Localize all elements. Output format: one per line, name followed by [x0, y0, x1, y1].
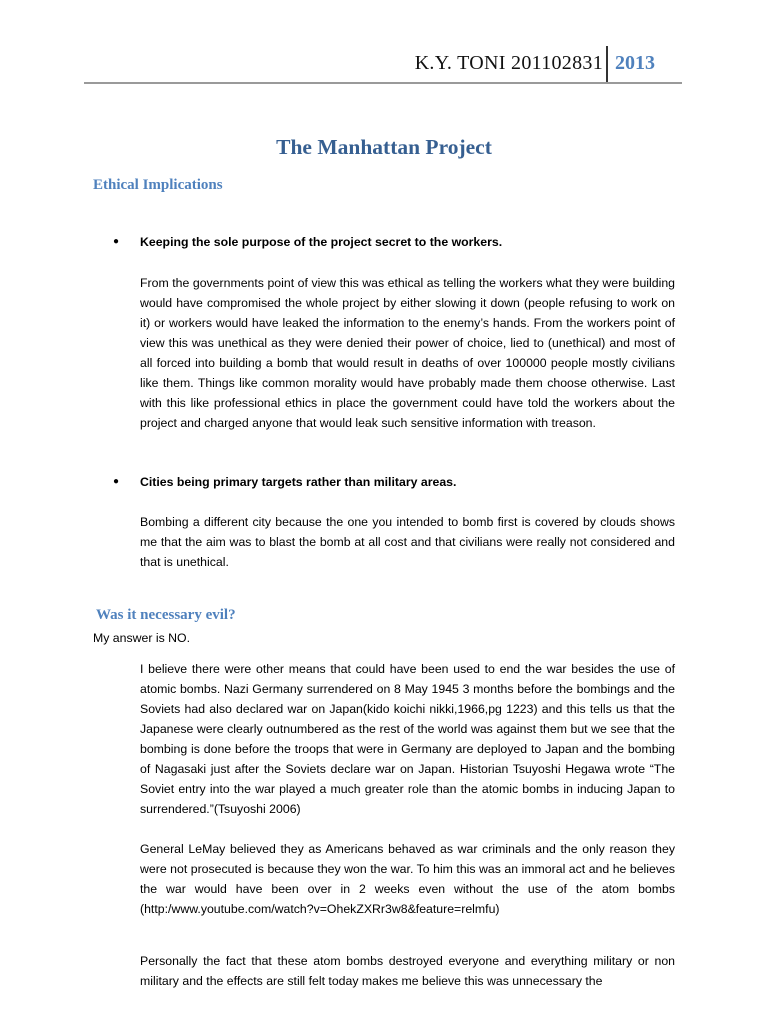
- page-header: [0, 44, 768, 84]
- bullet-icon: ●: [113, 476, 120, 487]
- header-year: 2013: [615, 52, 655, 74]
- document-title: The Manhattan Project: [276, 135, 492, 159]
- header-rule: [84, 82, 682, 84]
- heading-necessary-evil: Was it necessary evil?: [96, 607, 236, 623]
- header-divider: [606, 46, 608, 84]
- answer-text: My answer is NO.: [93, 631, 191, 645]
- paragraph-secret: From the governments point of view this was ethical as telling the workers what they were building would have compromised the whole project by either slowing it down (people refusing to work on it) or workers would have leaked the information to the enemy’s hands. From the workers point of view this was unethical as they were denied their power of choice, lied to (unethical) and most of all forced into building a bomb that would result in deaths of over 100000 people mostly civilians like them. Things like common morality would have probably made them choose otherwise. Last with this like professional ethics in place the government could have told the workers about the project and charged anyone that would leak such sensitive information with treason.: [140, 276, 675, 430]
- paragraph-lemay: General LeMay believed they as Americans behaved as war criminals and the only reason they were not prosecuted is because they won the war. To him this was an immoral act and he believes the war would have been over in 2 weeks even without the use of the atom bombs (http:/www.youtube.com/watch?v=OhekZXRr3w8&feature=relmfu): [140, 842, 675, 916]
- bullet-item-secret: Keeping the sole purpose of the project secret to the workers.: [140, 235, 503, 249]
- paragraph-cities: Bombing a different city because the one you intended to bomb first is covered by clouds shows me that the aim was to blast the bomb at all cost and that civilians were really not considered and that is unethical.: [140, 515, 675, 569]
- heading-ethical-implications: Ethical Implications: [93, 177, 223, 193]
- bullet-item-cities: Cities being primary targets rather than military areas.: [140, 475, 457, 489]
- header-author-id: K.Y. TONI 201102831: [414, 52, 603, 74]
- paragraph-personal: Personally the fact that these atom bombs destroyed everyone and everything military or non military and the effects are still felt today makes me believe this was unnecessary the: [140, 954, 675, 988]
- bullet-icon: ●: [113, 236, 120, 247]
- paragraph-other-means: I believe there were other means that could have been used to end the war besides the use of atomic bombs. Nazi Germany surrendered on 8 May 1945 3 months before the bombings and the Soviets had also declared war on Japan(kido koichi nikki,1966,pg 1223) and this tells us that the Japanese were clearly outnumbered as the rest of the world was against them but we see that the bombing is done before the troops that were in Germany are deployed to Japan and the bombing of Nagasaki just after the Soviets declare war on Japan. Historian Tsuyoshi Hegawa wrote “The Soviet entry into the war played a much greater role than the atomic bombs in inducing Japan to surrendered.”(Tsuyoshi 2006): [140, 662, 675, 816]
